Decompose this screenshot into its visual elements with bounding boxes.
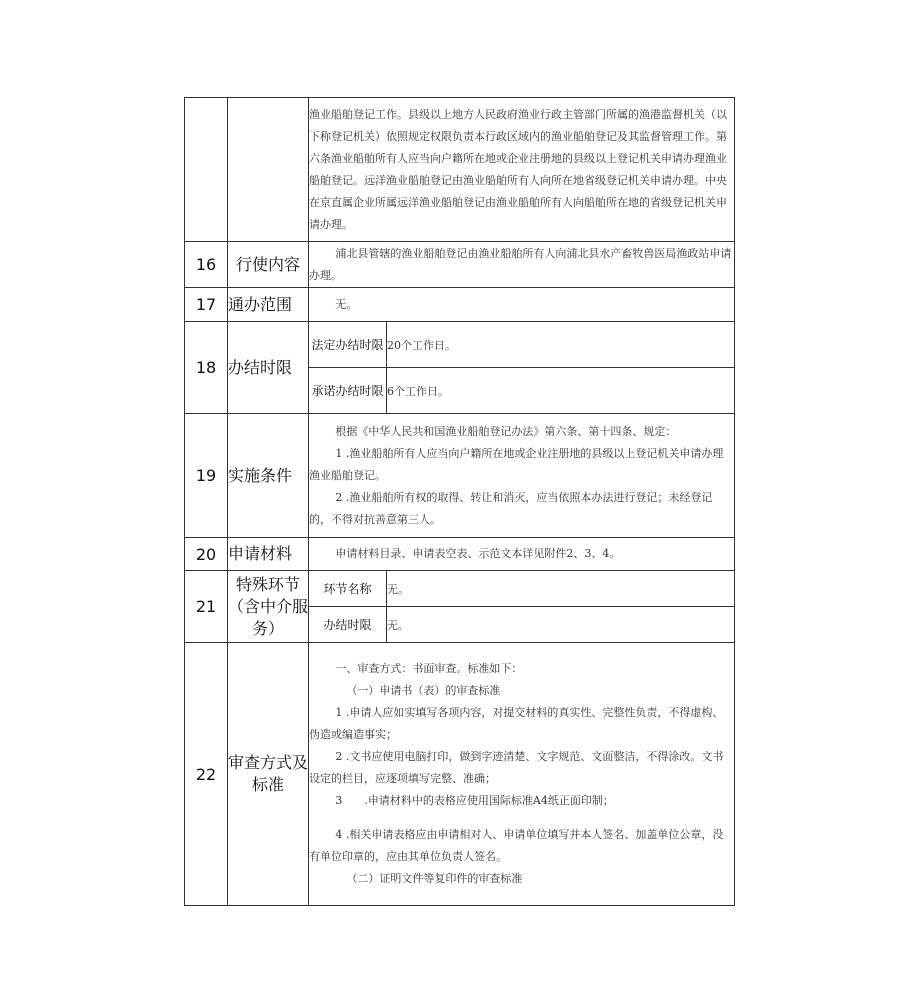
stage-name-label: 环节名称 <box>309 571 387 607</box>
table-row-18-a <box>185 322 735 368</box>
row-label: 办结时限 <box>228 322 309 414</box>
stage-time-limit-label: 办结时限 <box>309 607 387 643</box>
row-label: 通办范围 <box>228 288 309 322</box>
review-method: 一、审查方式：书面审查。标准如下： <box>335 662 523 675</box>
row-label: 申请材料 <box>228 538 309 571</box>
row-number: 18 <box>185 322 228 414</box>
stage-name-value: 无。 <box>387 571 735 607</box>
row-label: 审查方式及标准 <box>228 643 309 906</box>
row-content-cell <box>309 538 735 571</box>
review-item-3: 3 .申请材料中的表格应使用国际标准A4纸正面印制； <box>335 794 614 807</box>
table-row-17 <box>185 288 735 322</box>
exercise-content-text: 浦北县管辖的渔业船舶登记由渔业船舶所有人向浦北县水产畜牧兽医局渔政站申请办理。 <box>309 246 732 282</box>
committed-time-limit-value: 6个工作日。 <box>387 368 735 414</box>
row-content-cell <box>309 643 735 906</box>
row-number: 19 <box>185 414 228 538</box>
table-row-21-a <box>185 571 735 607</box>
row-label: 行使内容 <box>228 242 309 288</box>
row-content-cell <box>309 288 735 322</box>
row-number: 22 <box>185 643 228 906</box>
stage-time-limit-value: 无。 <box>387 607 735 643</box>
row-number-cell <box>185 98 228 242</box>
review-subheading-1: （一）申请书（表）的审查标准 <box>346 684 501 697</box>
committed-time-limit-label: 承诺办结时限 <box>309 368 387 414</box>
row-content-cell <box>309 242 735 288</box>
row-label: 特殊环节（含中介服务） <box>228 571 309 643</box>
table-row-19 <box>185 414 735 538</box>
table-row-22 <box>185 643 735 906</box>
row-number: 21 <box>185 571 228 643</box>
review-subheading-2: （二）证明文件等复印件的审查标准 <box>346 872 523 885</box>
scope-text: 无。 <box>335 297 358 311</box>
condition-item-1: 1 .渔业船舶所有人应当向户籍所在地或企业注册地的县级以上登记机关申请办理渔业船舶登记。 <box>309 446 724 482</box>
service-guide-table <box>184 97 735 906</box>
review-item-4: 4 .相关申请表格应由申请相对人、申请单位填写并本人签名、加盖单位公章，没有单位印章的，应由其单位负责人签名。 <box>309 828 724 863</box>
row-content-cell <box>309 98 735 242</box>
statutory-time-limit-value: 20个工作日。 <box>387 322 735 368</box>
row-number: 20 <box>185 538 228 571</box>
row-label-cell <box>228 98 309 242</box>
review-item-1: 1 .申请人应如实填写各项内容，对提交材料的真实性、完整性负责，不得虚构、伪造或编造事实； <box>309 706 724 741</box>
table-row-20 <box>185 538 735 571</box>
condition-item-2: 2 .渔业船舶所有权的取得、转让和消灭，应当依照本办法进行登记；未经登记的，不得对抗善意第三人。 <box>309 490 713 526</box>
review-item-2: 2 .文书应使用电脑打印，做到字迹清楚、文字规范、文面整洁，不得涂改。文书设定的栏目，应逐项填写完整、准确； <box>309 750 724 785</box>
conditions-intro: 根据《中华人民共和国渔业船舶登记办法》第六条、第十四条、规定： <box>335 424 677 438</box>
row-content-cell <box>309 414 735 538</box>
row-number: 16 <box>185 242 228 288</box>
spacer <box>309 812 734 824</box>
statutory-time-limit-label: 法定办结时限 <box>309 322 387 368</box>
legal-basis-text: 渔业船舶登记工作。县级以上地方人民政府渔业行政主管部门所属的渔港监督机关（以下称登记机关）依照规定权限负责本行政区域内的渔业船舶登记及其监督管理工作。第六条渔业船舶所有人应当向户籍所在地或企业注册地的县级以上登记机关申请办理渔业船舶登记。远洋渔业船舶登记由渔业船舶所有人向所在地省级登记机关申请办理。中央在京直属企业所属远洋渔业船舶登记由渔业船舶所有人向船舶所在地的省级登记机关申请办理。 <box>309 107 727 231</box>
row-label: 实施条件 <box>228 414 309 538</box>
row-number: 17 <box>185 288 228 322</box>
application-materials-text: 申请材料目录、申请表空表、示范文本详见附件2、3、4。 <box>335 547 621 560</box>
table-row-16 <box>185 242 735 288</box>
table-row-15-continued <box>185 98 735 242</box>
